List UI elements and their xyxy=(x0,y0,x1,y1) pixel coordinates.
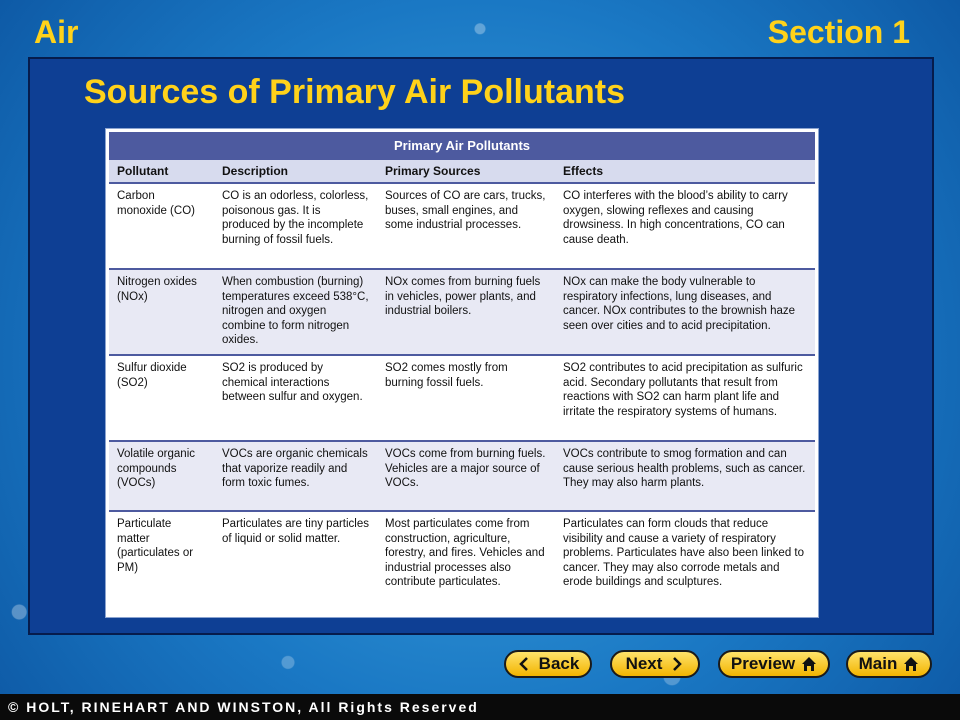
table-title: Primary Air Pollutants xyxy=(109,132,815,160)
back-label: Back xyxy=(538,654,580,673)
cell-description: CO is an odorless, colorless, poisonous gas. It is produced by the incomplete burning of fossil fuels. xyxy=(214,183,377,269)
cell-sources: Most particulates come from construction, agriculture, forestry, and fires. Vehicles and industrial processes also contribute particulates. xyxy=(377,511,555,611)
cell-pollutant: Carbon monoxide (CO) xyxy=(109,183,214,269)
cell-pollutant: Nitrogen oxides (NOx) xyxy=(109,269,214,355)
cell-description: Particulates are tiny particles of liquid or solid matter. xyxy=(214,511,377,611)
col-header-pollutant: Pollutant xyxy=(109,160,214,183)
header-right-title: Section 1 xyxy=(767,14,910,50)
col-header-effects: Effects xyxy=(555,160,815,183)
cell-effects: NOx can make the body vulnerable to respiratory infections, lung diseases, and cancer. NOx contributes to the brownish haze seen over cities and to acid precipitation. xyxy=(555,269,815,355)
next-button[interactable] xyxy=(610,650,700,678)
table-row xyxy=(109,269,815,355)
cell-pollutant: Particulate matter (particulates or PM) xyxy=(109,511,214,611)
copyright-footer xyxy=(0,694,960,720)
copyright-text: HOLT, RINEHART AND WINSTON, All Rights Reserved xyxy=(26,699,479,715)
preview-label: Preview xyxy=(730,654,796,673)
table-row xyxy=(109,183,815,269)
table-row xyxy=(109,441,815,511)
back-arrow-icon xyxy=(517,656,533,672)
next-label: Next xyxy=(625,654,663,673)
preview-button[interactable] xyxy=(718,650,830,678)
cell-description: VOCs are organic chemicals that vaporize readily and form toxic fumes. xyxy=(214,441,377,511)
home-icon xyxy=(903,656,919,672)
cell-sources: NOx comes from burning fuels in vehicles, power plants, and industrial boilers. xyxy=(377,269,555,355)
cell-sources: SO2 comes mostly from burning fossil fuels. xyxy=(377,355,555,441)
col-header-sources: Primary Sources xyxy=(377,160,555,183)
table-header-row xyxy=(109,160,815,183)
main-button[interactable] xyxy=(846,650,932,678)
table-row xyxy=(109,511,815,611)
table-row xyxy=(109,355,815,441)
cell-effects: VOCs contribute to smog formation and can cause serious health problems, such as cancer. They may also harm plants. xyxy=(555,441,815,511)
col-header-description: Description xyxy=(214,160,377,183)
pollutants-table xyxy=(106,129,818,617)
table-grid xyxy=(109,160,815,611)
cell-sources: Sources of CO are cars, trucks, buses, small engines, and some industrial processes. xyxy=(377,183,555,269)
cell-effects: SO2 contributes to acid precipitation as sulfuric acid. Secondary pollutants that result from reactions with SO2 can harm plant life and irritate the respiratory systems of humans. xyxy=(555,355,815,441)
back-button[interactable] xyxy=(504,650,592,678)
cell-effects: CO interferes with the blood’s ability to carry oxygen, slowing reflexes and causing drowsiness. In high concentrations, CO can cause death. xyxy=(555,183,815,269)
home-icon xyxy=(801,656,817,672)
cell-effects: Particulates can form clouds that reduce visibility and cause a variety of respiratory problems. Particulates have also been linked to cancer. They may also corrode metals and erode buildings and sculptures. xyxy=(555,511,815,611)
cell-sources: VOCs come from burning fuels. Vehicles are a major source of VOCs. xyxy=(377,441,555,511)
header-left-title: Air xyxy=(34,14,79,50)
cell-description: SO2 is produced by chemical interactions between sulfur and oxygen. xyxy=(214,355,377,441)
next-arrow-icon xyxy=(668,656,684,672)
content-panel xyxy=(28,57,934,635)
main-label: Main xyxy=(858,654,898,673)
cell-pollutant: Volatile organic compounds (VOCs) xyxy=(109,441,214,511)
copyright-icon: © xyxy=(8,699,21,715)
cell-description: When combustion (burning) temperatures exceed 538°C, nitrogen and oxygen combine to form nitrogen oxides. xyxy=(214,269,377,355)
cell-pollutant: Sulfur dioxide (SO2) xyxy=(109,355,214,441)
page-title: Sources of Primary Air Pollutants xyxy=(84,73,625,111)
